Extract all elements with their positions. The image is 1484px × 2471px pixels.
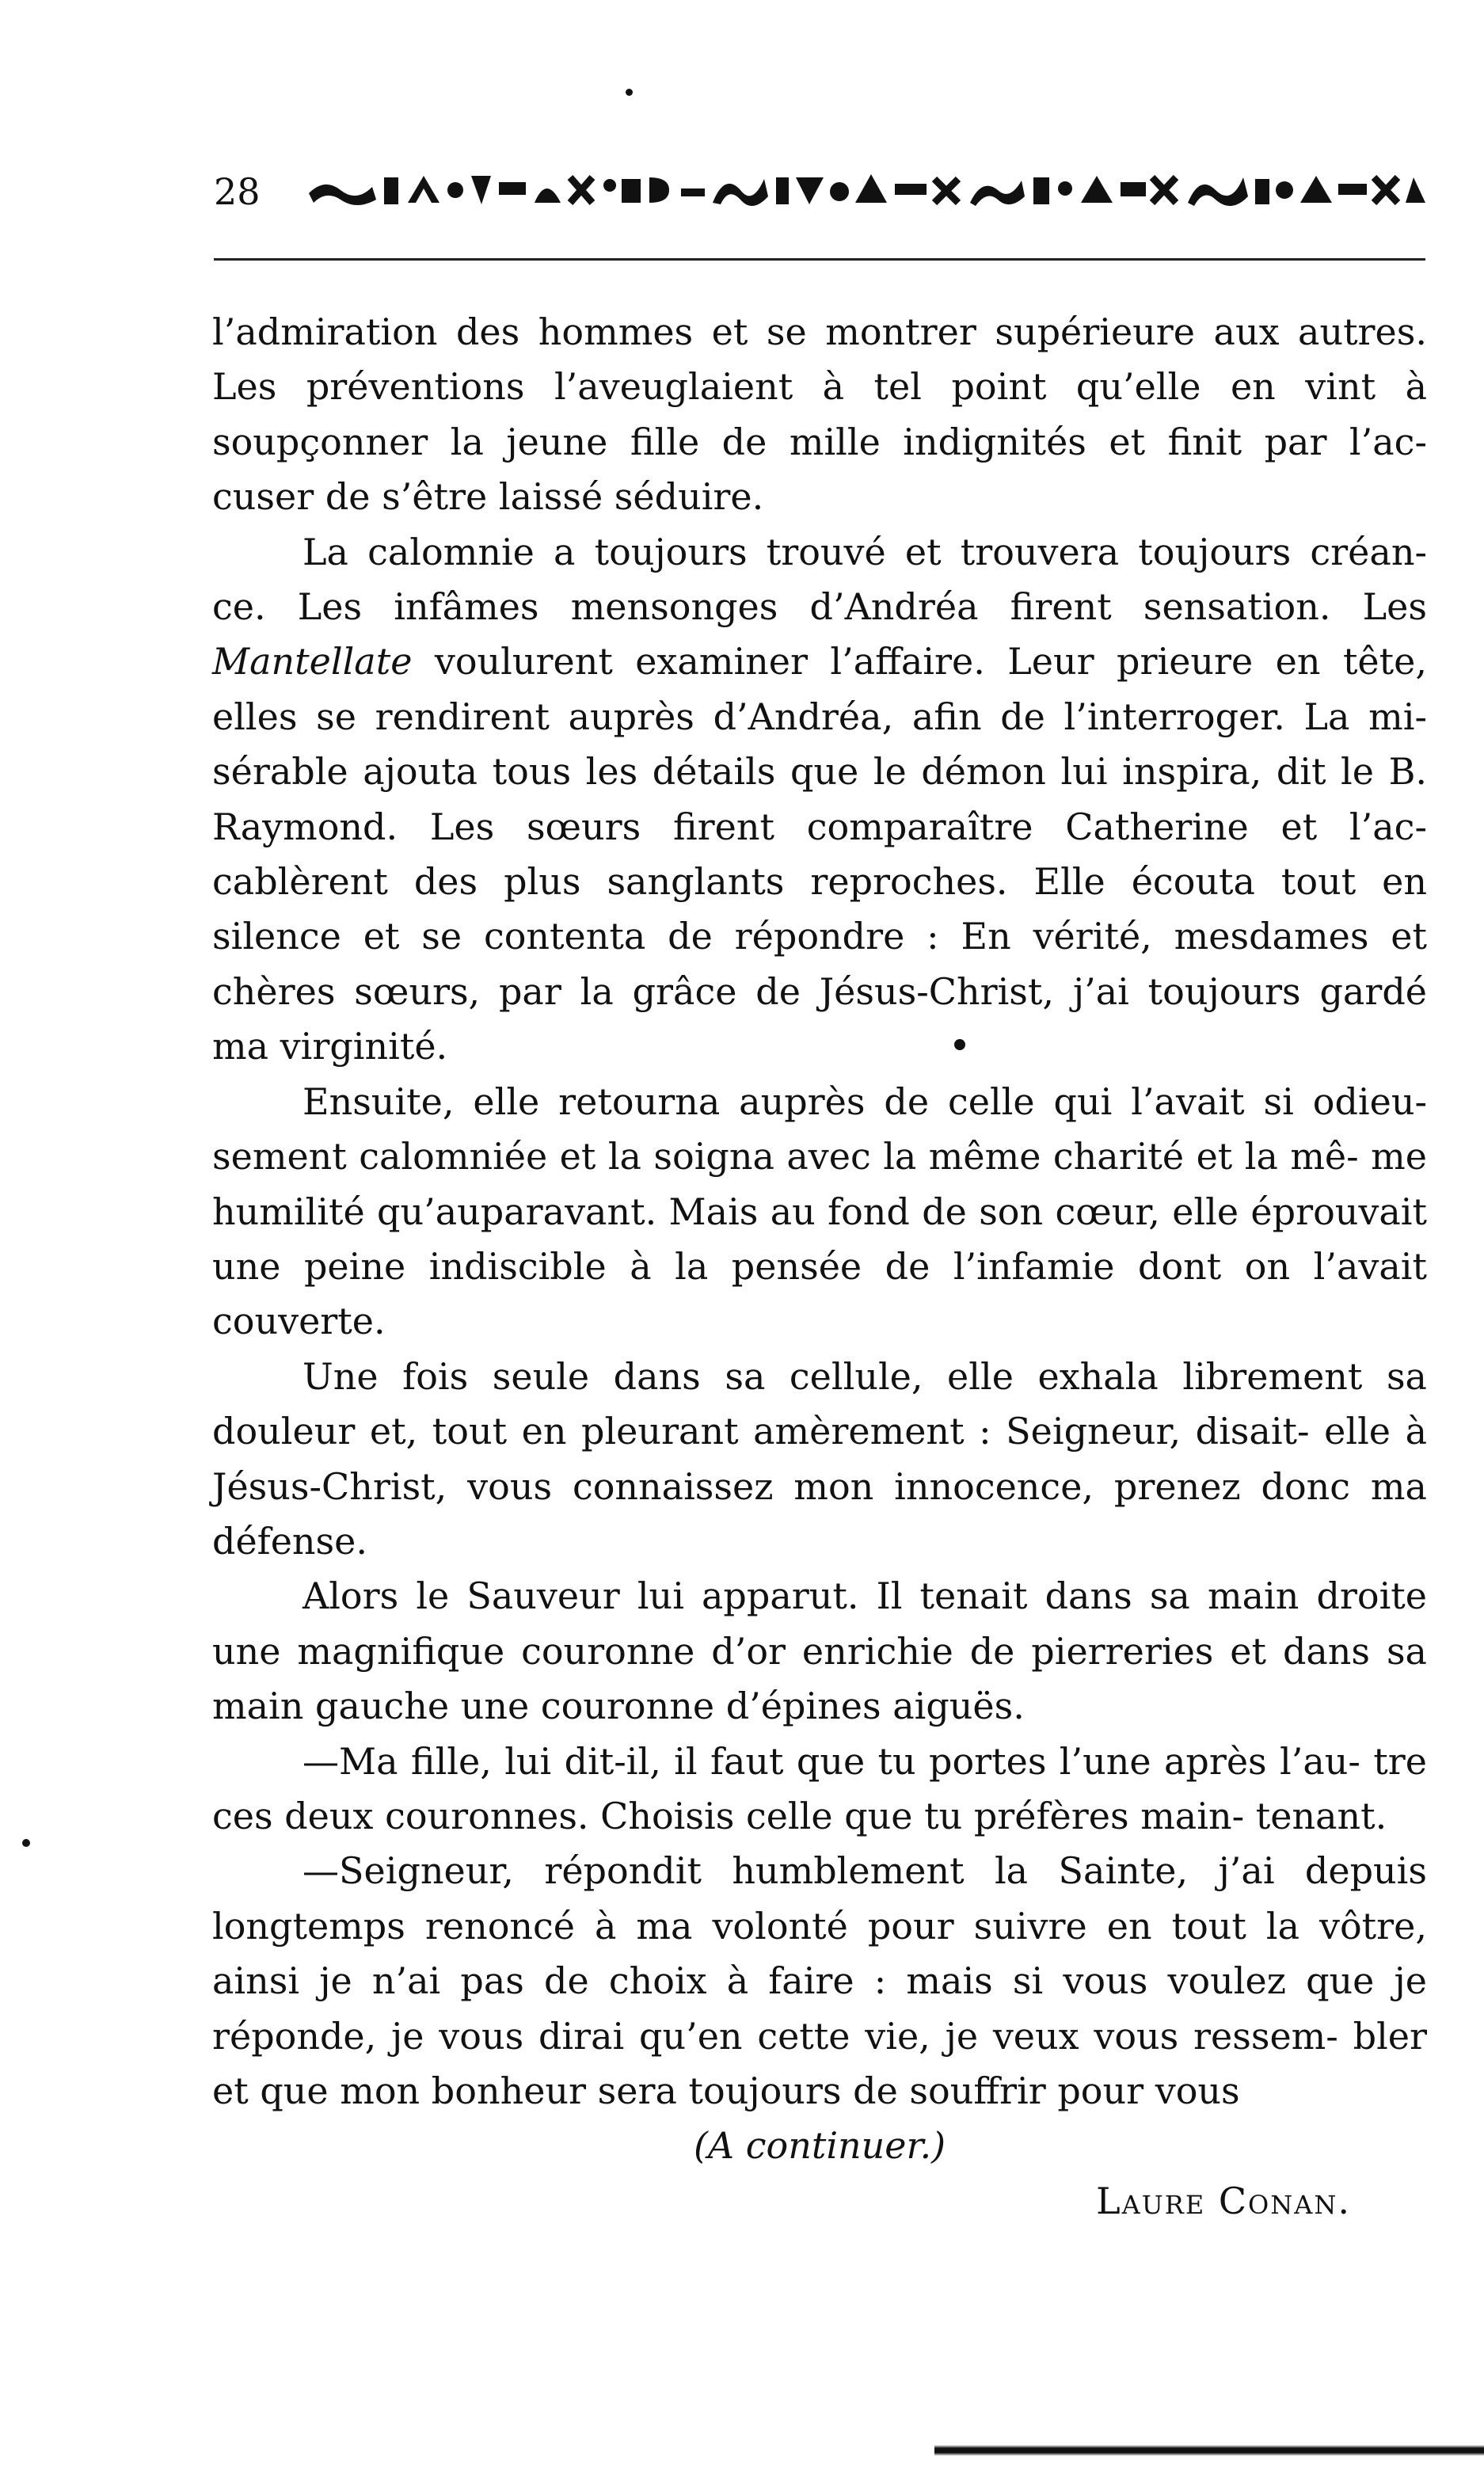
text-line: elles se rendirent auprès d’Andréa, afin de l’interroger. La mi- bbox=[212, 695, 1427, 738]
paragraph bbox=[212, 525, 1427, 1075]
paragraph bbox=[212, 1844, 1427, 2119]
running-head-ornament bbox=[309, 166, 1425, 214]
text-line: La calomnie a toujours trouvé et trouvera toujours créan- bbox=[303, 530, 1427, 573]
header-rule bbox=[214, 258, 1425, 261]
paragraph bbox=[212, 1569, 1427, 1734]
text-line: l’admiration des hommes et se montrer supérieure aux autres. bbox=[212, 310, 1427, 353]
speck-mid bbox=[954, 1039, 965, 1050]
ornament-icon bbox=[309, 166, 1425, 214]
page-number: 28 bbox=[214, 170, 261, 213]
text-line: ma virginité. bbox=[212, 1025, 448, 1068]
paragraph-continued bbox=[212, 305, 1427, 525]
text-line: réponde, je vous dirai qu’en cette vie, je veux vous ressem- bbox=[212, 2014, 1353, 2058]
text-line: cablèrent des plus sanglants reproches. Elle écouta tout en bbox=[212, 860, 1427, 904]
italic-term: Mantellate bbox=[212, 640, 413, 683]
paragraph bbox=[212, 1734, 1427, 1845]
article-body bbox=[212, 305, 1427, 2261]
text-line: donc ma défense. bbox=[212, 1464, 1427, 1563]
text-line: ainsi je n’ai pas de choix à faire : mais si vous voulez que je bbox=[212, 1959, 1427, 2003]
text-line: Les préventions l’aveuglaient à tel point qu’elle en vint à bbox=[212, 365, 1427, 409]
text-line: chères sœurs, par la grâce de Jésus-Christ, j’ai toujours gardé bbox=[212, 969, 1427, 1013]
continuation-note: (A continuer.) bbox=[693, 2124, 946, 2168]
page-header bbox=[214, 166, 1425, 222]
speck-top bbox=[626, 89, 633, 96]
text-line: on l’avait couverte. bbox=[212, 1244, 1427, 1343]
text-line: elle à Jésus-Christ, vous connaissez mon innocence, prenez bbox=[212, 1410, 1427, 1508]
paragraph bbox=[212, 1350, 1427, 1570]
paragraph bbox=[212, 1075, 1427, 1350]
text-line: me humilité qu’auparavant. Mais au fond de son cœur, elle bbox=[212, 1135, 1427, 1233]
text-line: sement calomniée et la soigna avec la même charité et la mê- bbox=[212, 1135, 1372, 1178]
text-line: tenant. bbox=[1255, 1794, 1387, 1837]
text-line: B. Raymond. Les sœurs firent comparaître Catherine et l’ac- bbox=[212, 750, 1427, 848]
text-line: droite une magnifique couronne d’or enrichie de pierreries et bbox=[212, 1574, 1427, 1673]
text-line: —Seigneur, répondit humblement la Sainte, j’ai depuis bbox=[303, 1849, 1427, 1893]
text-line: Une fois seule dans sa cellule, elle exhala librement sa bbox=[303, 1354, 1427, 1398]
text-line: bler et que mon bonheur sera toujours de souffrir pour vous bbox=[212, 2014, 1427, 2112]
text-line: Alors le Sauveur lui apparut. Il tenait dans sa main bbox=[303, 1574, 1317, 1618]
author-signature: Laure Conan. bbox=[1096, 2179, 1351, 2222]
text-line: sérable ajouta tous les détails que le démon lui inspira, dit le bbox=[212, 750, 1389, 794]
text-line: ce. Les infâmes mensonges d’Andréa firent sensation. Les bbox=[212, 585, 1427, 629]
text-line: dans sa main gauche une couronne d’épines aiguës. bbox=[212, 1629, 1427, 1728]
text-line: longtemps renoncé à ma volonté pour suivre en tout la vôtre, bbox=[212, 1904, 1427, 1947]
text-line: —Ma fille, lui dit-il, il faut que tu portes l’une après l’au- bbox=[303, 1739, 1374, 1783]
text-line: cuser de s’être laissé séduire. bbox=[212, 475, 764, 519]
text-line: Ensuite, elle retourna auprès de celle qui l’avait si odieu- bbox=[303, 1079, 1427, 1123]
text-line: tre ces deux couronnes. Choisis celle que tu préfères main- bbox=[212, 1739, 1427, 1837]
text-line: éprouvait une peine indiscible à la pensée de l’infamie dont bbox=[212, 1190, 1427, 1288]
speck-left bbox=[22, 1839, 30, 1847]
text-line: soupçonner la jeune fille de mille indignités et finit par l’ac- bbox=[212, 420, 1427, 463]
text-line: Mantellate voulurent examiner l’affaire. Leur prieure en tête, bbox=[212, 640, 1427, 683]
text-line: douleur et, tout en pleurant amèrement : Seigneur, disait- bbox=[212, 1410, 1325, 1453]
scan-edge-rule bbox=[934, 2445, 1484, 2456]
text-line: silence et se contenta de répondre : En vérité, mesdames et bbox=[212, 915, 1427, 958]
